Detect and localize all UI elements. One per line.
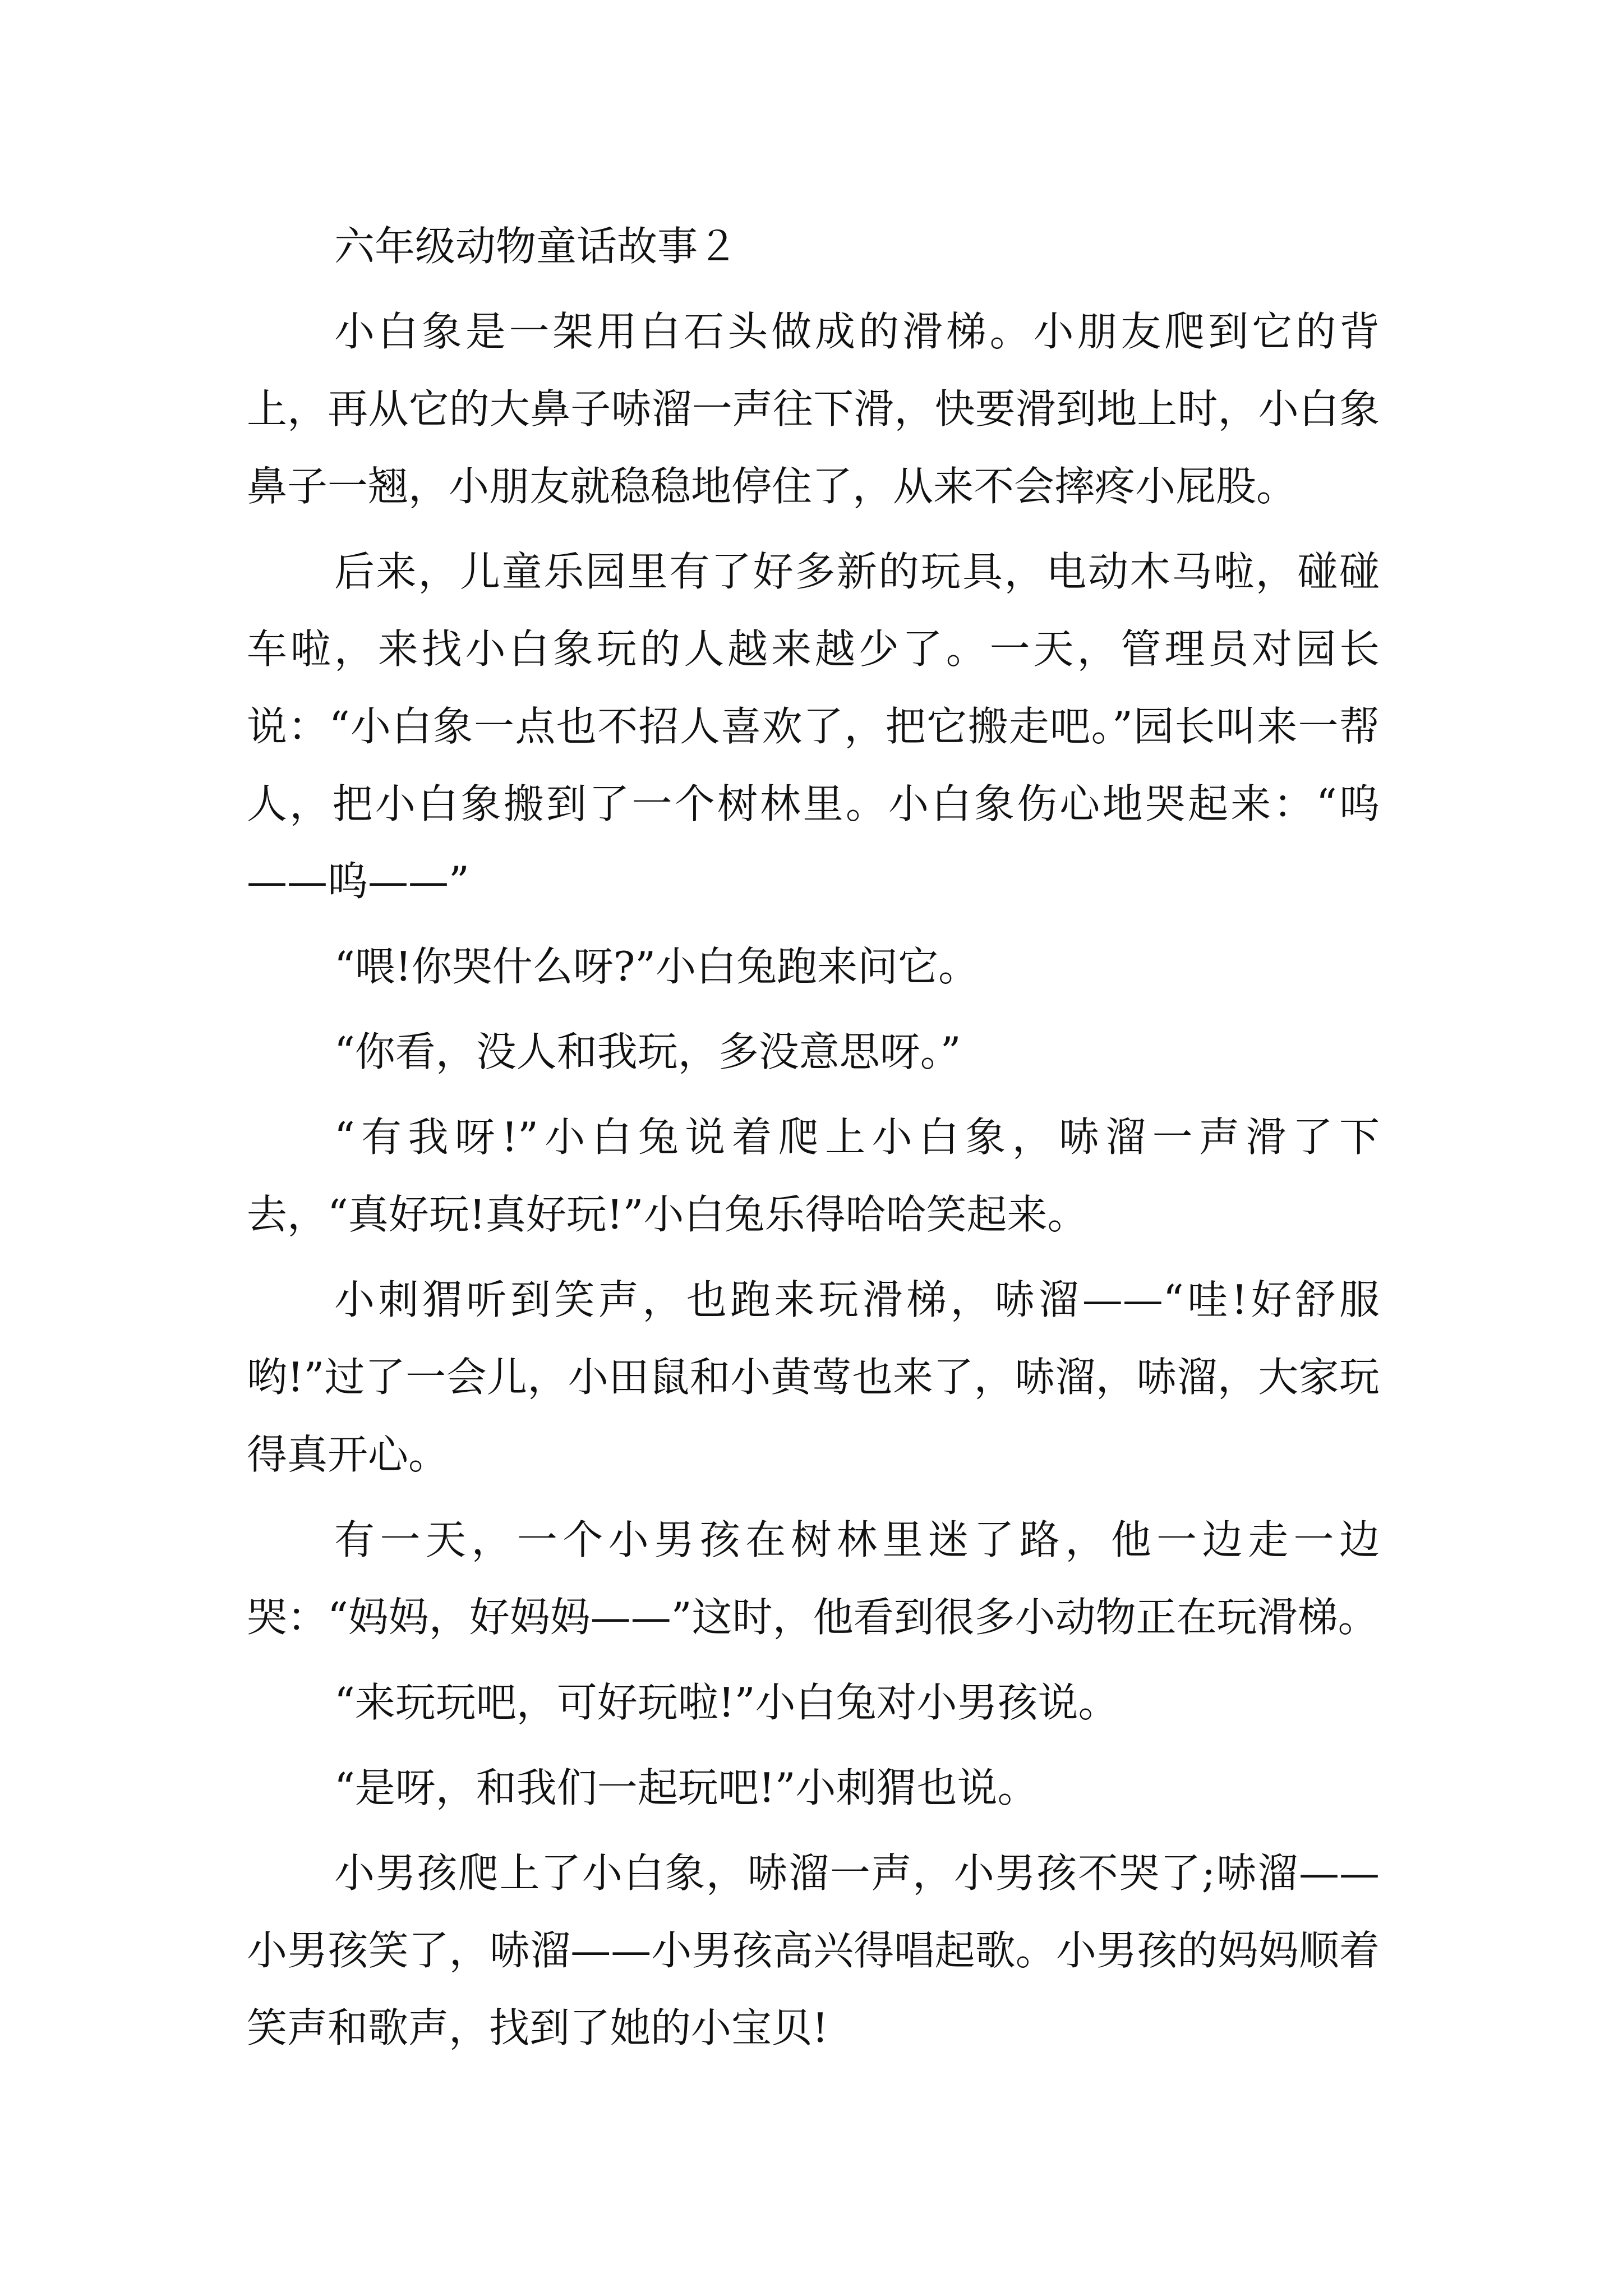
paragraph: 后来，儿童乐园里有了好多新的玩具，电动木马啦，碰碰车啦，来找小白象玩的人越来越少了。一天，管理员对园长说：“小白象一点也不招人喜欢了，把它搬走吧。”园长叫来一帮人，把小白象搬到了一个树林里。小白象伤心地哭起来：“呜——呜——” — [247, 548, 1380, 905]
document-title: 六年级动物童话故事２ — [334, 223, 739, 270]
paragraph: 有一天，一个小男孩在树林里迷了路，他一边走一边哭：“妈妈，好妈妈——”这时，他看到很多小动物正在玩滑梯。 — [247, 1516, 1380, 1641]
document-body — [247, 213, 1380, 2074]
paragraph: 小男孩爬上了小白象，哧溜一声，小男孩不哭了;哧溜——小男孩笑了，哧溜——小男孩高兴得唱起歌。小男孩的妈妈顺着笑声和歌声，找到了她的小宝贝! — [247, 1849, 1380, 2051]
paragraph: “你看，没人和我玩，多没意思呀。” — [334, 1028, 961, 1075]
paragraph: “是呀，和我们一起玩吧!”小刺猬也说。 — [334, 1764, 1038, 1811]
paragraph: 小白象是一架用白石头做成的滑梯。小朋友爬到它的背上，再从它的大鼻子哧溜一声往下滑，快要滑到地上时，小白象鼻子一翘，小朋友就稳稳地停住了，从来不会摔疼小屁股。 — [247, 308, 1380, 510]
paragraph: 小刺猬听到笑声，也跑来玩滑梯，哧溜——“哇!好舒服哟!”过了一会儿，小田鼠和小黄莺也来了，哧溜，哧溜，大家玩得真开心。 — [247, 1276, 1380, 1478]
paragraph: “来玩玩吧，可好玩啦!”小白兔对小男孩说。 — [334, 1679, 1119, 1726]
paragraph: “有我呀!”小白兔说着爬上小白象，哧溜一声滑了下去，“真好玩!真好玩!”小白兔乐得哈哈笑起来。 — [247, 1114, 1380, 1238]
paragraph: “喂!你哭什么呀?”小白兔跑来问它。 — [334, 943, 979, 990]
